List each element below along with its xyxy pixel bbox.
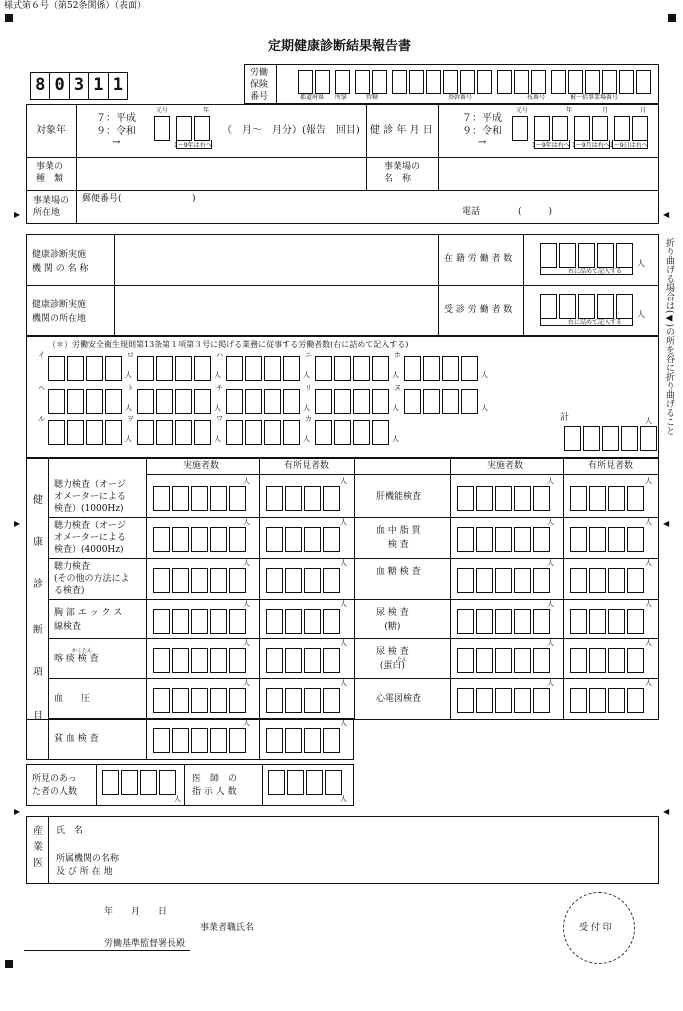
exam-unit: 人 bbox=[645, 679, 652, 687]
exam-month-note: 1～9月は右へ bbox=[572, 142, 610, 149]
form-code-digit: 1 bbox=[89, 73, 108, 99]
col-header-left-performed: 実施者数 bbox=[183, 461, 220, 471]
exam-unit: 人 bbox=[645, 477, 652, 485]
exam-item-right-label: 尿 検 査 (糖) bbox=[376, 608, 409, 632]
hazard-count-boxes[interactable] bbox=[315, 420, 389, 445]
hazard-count-boxes[interactable] bbox=[48, 356, 122, 381]
fold-marker-icon: ◀ bbox=[663, 210, 670, 219]
report-date[interactable]: 年 月 日 bbox=[104, 907, 168, 917]
exam-unit: 人 bbox=[340, 600, 347, 608]
fold-marker-icon: ▶ bbox=[14, 807, 21, 816]
doctor-instruction-label: 医 師 の 指 示 人 数 bbox=[192, 774, 238, 797]
exam-head-day: 日 bbox=[640, 107, 647, 114]
exam-unit: 人 bbox=[340, 719, 347, 727]
exam-right-findings-boxes[interactable] bbox=[570, 486, 644, 511]
exam-side-label-4: 断 bbox=[33, 625, 43, 636]
with-findings-label: 所見のあっ た者の人数 bbox=[32, 774, 78, 797]
corner-mark-bottom-left bbox=[5, 960, 13, 968]
exam-left-findings-boxes[interactable] bbox=[266, 527, 340, 552]
sub-label-office: 管轄 bbox=[366, 94, 379, 101]
exam-era-options: ７：平成 ９：令和 bbox=[462, 113, 502, 137]
hazard-count-boxes[interactable] bbox=[226, 356, 300, 381]
business-type-label: 事業の 種 類 bbox=[36, 162, 64, 184]
exam-right-performed-boxes[interactable] bbox=[457, 648, 550, 673]
hazard-letter: ニ bbox=[305, 351, 312, 359]
reception-stamp-label: 受 付 印 bbox=[579, 923, 612, 933]
sub-label-sub-office: 被一括事業場番号 bbox=[570, 94, 619, 101]
doctor-instruction-boxes[interactable] bbox=[268, 770, 342, 795]
addressee: 労働基準監督署長殿 bbox=[104, 939, 186, 949]
exam-head-era: 元号 bbox=[516, 107, 529, 114]
exam-side-label-3: 診 bbox=[33, 579, 43, 590]
corner-mark-top-left bbox=[5, 14, 13, 22]
exam-right-performed-boxes[interactable] bbox=[457, 568, 550, 593]
col-header-right-findings: 有所見者数 bbox=[588, 461, 634, 471]
fold-instruction: 折り曲げる場合は(◀)の所を谷に折り曲げること bbox=[664, 238, 674, 436]
exam-item-left-label: 胸 部 エ ッ ク ス 線検査 bbox=[54, 608, 123, 632]
enrolled-unit: 人 bbox=[637, 259, 645, 268]
hazard-count-boxes[interactable] bbox=[137, 420, 211, 445]
exam-head-year: 年 bbox=[566, 107, 573, 114]
exam-unit: 人 bbox=[243, 477, 250, 485]
exam-right-performed-boxes[interactable] bbox=[457, 688, 550, 713]
exam-unit: 人 bbox=[243, 719, 250, 727]
exam-unit: 人 bbox=[547, 679, 554, 687]
business-name-field[interactable] bbox=[442, 159, 656, 188]
exam-side-label-1: 健 bbox=[33, 495, 43, 506]
hazard-caption: （＊）労働安全衛生規則第13条第１項第３号に掲げる業務に従事する労働者数(右に詰めて記入する) bbox=[48, 340, 409, 349]
hazard-unit: 人 bbox=[214, 371, 221, 379]
hazard-letter: ル bbox=[38, 415, 45, 423]
doctor-instruction-unit: 人 bbox=[340, 795, 347, 803]
employer-name-field[interactable] bbox=[264, 918, 524, 934]
exam-year-note: 1～9年は右へ bbox=[532, 142, 570, 149]
form-code-digit: 3 bbox=[70, 73, 89, 99]
hazard-letter: イ bbox=[38, 351, 45, 359]
hazard-unit: 人 bbox=[392, 371, 399, 379]
exam-right-findings-boxes[interactable] bbox=[570, 527, 644, 552]
hazard-count-boxes[interactable] bbox=[404, 389, 478, 414]
exam-right-performed-boxes[interactable] bbox=[457, 609, 550, 634]
year-head-year: 年 bbox=[203, 107, 210, 114]
exam-unit: 人 bbox=[547, 639, 554, 647]
hazard-letter: ヌ bbox=[394, 384, 401, 392]
exam-unit: 人 bbox=[645, 600, 652, 608]
exam-head-month: 月 bbox=[602, 107, 609, 114]
hazard-unit: 人 bbox=[214, 435, 221, 443]
hazard-count-boxes[interactable] bbox=[48, 420, 122, 445]
form-code-digit: 8 bbox=[31, 73, 50, 99]
exam-item-left-label: 聴力検査（オージ オメーターによる 検査）(4000Hz) bbox=[54, 521, 126, 555]
business-address-field[interactable] bbox=[80, 206, 450, 222]
exam-unit: 人 bbox=[340, 639, 347, 647]
exam-date-boxes[interactable] bbox=[512, 116, 648, 141]
hazard-unit: 人 bbox=[392, 404, 399, 412]
examined-unit: 人 bbox=[637, 310, 645, 319]
hazard-total-unit-top: 人 bbox=[645, 417, 652, 425]
exam-unit: 人 bbox=[340, 477, 347, 485]
physician-affiliation-label: 所属機関の名称 及 び 所 在 地 bbox=[56, 854, 120, 877]
enrolled-workers-label: 在 籍 労 働 者 数 bbox=[444, 254, 513, 264]
exam-item-left-label: 聴力検査 (その他の方法によ る検査) bbox=[54, 562, 130, 596]
exam-unit: 人 bbox=[645, 518, 652, 526]
phone-label: 電話 bbox=[462, 207, 481, 217]
exam-side-label-6: 目 bbox=[33, 711, 43, 722]
exam-day-note: 1～9日は右へ bbox=[610, 142, 648, 149]
institution-name-label: 健康診断実施 機 関 の 名 称 bbox=[32, 250, 89, 274]
exam-right-findings-boxes[interactable] bbox=[570, 648, 644, 673]
exam-date-label: 健 診 年 月 日 bbox=[370, 125, 433, 136]
exam-unit: 人 bbox=[243, 639, 250, 647]
exam-item-left-label: 聴力検査（オージ オメーターによる 検査）(1000Hz) bbox=[54, 480, 126, 514]
exam-left-findings-boxes[interactable] bbox=[266, 688, 340, 713]
postal-label: 郵便番号( bbox=[82, 194, 122, 204]
phone-field[interactable]: ( ) bbox=[518, 207, 553, 217]
exam-left-findings-boxes[interactable] bbox=[266, 486, 340, 511]
exam-item-left-label: 喀 痰 検 査 bbox=[54, 654, 99, 664]
hazard-letter: ホ bbox=[394, 351, 401, 359]
hazard-letter: カ bbox=[305, 415, 312, 423]
sputum-ruby: かくたん bbox=[72, 648, 93, 654]
hazard-letter: ワ bbox=[216, 415, 223, 423]
form-code-digit: 0 bbox=[50, 73, 69, 99]
enrolled-note: 右に詰めて記入する bbox=[568, 268, 623, 275]
exam-item-left-label: 血 圧 bbox=[54, 694, 91, 704]
era-options: ７：平成 ９：令和 bbox=[96, 113, 136, 137]
sub-label-jurisdiction: 所掌 bbox=[335, 94, 348, 101]
exam-unit: 人 bbox=[340, 679, 347, 687]
exam-unit: 人 bbox=[645, 559, 652, 567]
with-findings-unit: 人 bbox=[174, 795, 181, 803]
exam-left-performed-boxes[interactable] bbox=[153, 527, 246, 552]
corner-mark-top-right bbox=[668, 14, 676, 22]
period-year-note: 1～9年は右へ bbox=[174, 142, 212, 149]
exam-unit: 人 bbox=[243, 518, 250, 526]
business-type-field[interactable] bbox=[80, 159, 364, 188]
col-header-left-findings: 有所見者数 bbox=[284, 461, 330, 471]
fold-marker-icon: ◀ bbox=[663, 519, 670, 528]
period-label: 対象年 bbox=[36, 125, 66, 136]
hazard-letter: チ bbox=[216, 384, 223, 392]
physician-side-3: 医 bbox=[33, 858, 43, 869]
exam-item-left-label: 貧 血 検 査 bbox=[54, 734, 99, 744]
labor-insurance-label: 労働 保険 番号 bbox=[250, 68, 269, 102]
hazard-letter: ヘ bbox=[38, 384, 45, 392]
exam-side-label-5: 項 bbox=[33, 667, 43, 678]
exam-left-performed-boxes[interactable] bbox=[153, 609, 246, 634]
period-year-boxes[interactable] bbox=[154, 116, 210, 141]
exam-unit: 人 bbox=[243, 559, 250, 567]
examined-workers-label: 受 診 労 働 者 数 bbox=[444, 305, 513, 315]
hazard-total-label: 計 bbox=[560, 413, 570, 423]
exam-unit: 人 bbox=[243, 600, 250, 608]
era-arrow: → bbox=[112, 137, 121, 148]
insurance-number-boxes[interactable] bbox=[298, 70, 651, 94]
exam-item-right-label: 血 糖 検 査 bbox=[376, 567, 421, 577]
sub-label-prefecture: 都道府県 bbox=[300, 94, 325, 101]
hazard-letter: リ bbox=[305, 384, 312, 392]
hazard-letter: ハ bbox=[216, 351, 223, 359]
hazard-count-boxes[interactable] bbox=[137, 356, 211, 381]
hazard-letter: ロ bbox=[127, 351, 134, 359]
exam-item-right-label: 尿 検 査 (蛋白) bbox=[376, 647, 409, 671]
exam-left-findings-boxes[interactable] bbox=[266, 568, 340, 593]
physician-name-label: 氏 名 bbox=[56, 826, 84, 836]
exam-unit: 人 bbox=[645, 639, 652, 647]
exam-left-performed-boxes[interactable] bbox=[153, 486, 246, 511]
enrolled-workers-boxes[interactable] bbox=[540, 243, 633, 268]
exam-item-right-label: 心電図検査 bbox=[376, 694, 422, 704]
exam-unit: 人 bbox=[547, 477, 554, 485]
business-address-label: 事業場の 所在地 bbox=[33, 196, 70, 218]
exam-item-right-label: 肝機能検査 bbox=[376, 492, 422, 502]
exam-unit: 人 bbox=[547, 518, 554, 526]
hazard-count-boxes[interactable] bbox=[315, 389, 389, 414]
exam-left-performed-boxes[interactable] bbox=[153, 568, 246, 593]
exam-unit: 人 bbox=[547, 600, 554, 608]
year-head-era: 元号 bbox=[156, 107, 169, 114]
examined-workers-boxes[interactable] bbox=[540, 294, 633, 319]
physician-affiliation-field[interactable] bbox=[150, 848, 650, 880]
exam-unit: 人 bbox=[243, 679, 250, 687]
physician-name-field[interactable] bbox=[110, 820, 650, 842]
exam-right-performed-boxes[interactable] bbox=[457, 486, 550, 511]
institution-address-label: 健康診断実施 機関の所在地 bbox=[32, 300, 87, 324]
exam-side-label-2: 康 bbox=[33, 537, 43, 548]
form-code-digit: 1 bbox=[112, 75, 123, 95]
exam-item-right-label: 血 中 脂 質 検 査 bbox=[376, 526, 421, 550]
fold-marker-icon: ◀ bbox=[663, 807, 670, 816]
hazard-unit: 人 bbox=[303, 404, 310, 412]
exam-right-findings-boxes[interactable] bbox=[570, 568, 644, 593]
exam-unit: 人 bbox=[547, 559, 554, 567]
exam-unit: 人 bbox=[340, 559, 347, 567]
with-findings-boxes[interactable] bbox=[102, 770, 176, 795]
sub-label-branch: 枝番号 bbox=[527, 94, 546, 101]
fold-marker-icon: ▶ bbox=[14, 210, 21, 219]
hazard-unit: 人 bbox=[303, 371, 310, 379]
hazard-unit: 人 bbox=[481, 371, 488, 379]
exam-right-performed-boxes[interactable] bbox=[457, 527, 550, 552]
postal-close: ) bbox=[192, 194, 196, 204]
exam-left-performed-boxes[interactable] bbox=[153, 688, 246, 713]
hazard-unit: 人 bbox=[125, 435, 132, 443]
hazard-unit: 人 bbox=[303, 435, 310, 443]
sub-label-base-number: 基幹番号 bbox=[448, 94, 473, 101]
hazard-unit: 人 bbox=[481, 404, 488, 412]
exam-left-performed-boxes[interactable] bbox=[153, 728, 246, 753]
form-id: 様式第６号（第52条関係）（表面） bbox=[4, 1, 146, 11]
hazard-count-boxes[interactable] bbox=[315, 356, 389, 381]
hazard-count-boxes[interactable] bbox=[226, 420, 300, 445]
exam-left-findings-boxes[interactable] bbox=[266, 728, 340, 753]
employer-label: 事業者職氏名 bbox=[200, 923, 255, 933]
col-header-right-performed: 実施者数 bbox=[487, 461, 524, 471]
institution-address-field[interactable] bbox=[118, 289, 434, 333]
physician-side-2: 業 bbox=[33, 842, 43, 853]
examined-note: 右に詰めて記入する bbox=[568, 319, 623, 326]
institution-name-field[interactable] bbox=[118, 238, 434, 282]
hazard-total-boxes[interactable] bbox=[564, 426, 657, 451]
hazard-count-boxes[interactable] bbox=[48, 389, 122, 414]
hazard-unit: 人 bbox=[392, 435, 399, 443]
physician-side-1: 産 bbox=[33, 826, 43, 837]
exam-era-arrow: → bbox=[478, 137, 487, 148]
hazard-letter: ヲ bbox=[127, 415, 134, 423]
exam-right-findings-boxes[interactable] bbox=[570, 688, 644, 713]
hazard-count-boxes[interactable] bbox=[137, 389, 211, 414]
hazard-unit: 人 bbox=[125, 371, 132, 379]
exam-left-findings-boxes[interactable] bbox=[266, 609, 340, 634]
exam-left-performed-boxes[interactable] bbox=[153, 648, 246, 673]
exam-right-findings-boxes[interactable] bbox=[570, 609, 644, 634]
period-range: （ 月～ 月分）(報告 回目) bbox=[222, 125, 360, 136]
exam-unit: 人 bbox=[340, 518, 347, 526]
hazard-unit: 人 bbox=[125, 404, 132, 412]
fold-marker-icon: ▶ bbox=[14, 519, 21, 528]
form-code bbox=[30, 72, 128, 100]
business-name-label: 事業場の 名 称 bbox=[384, 162, 421, 184]
hazard-letter: ト bbox=[127, 384, 134, 392]
hazard-count-boxes[interactable] bbox=[404, 356, 478, 381]
hazard-unit: 人 bbox=[214, 404, 221, 412]
page-title: 定期健康診断結果報告書 bbox=[268, 39, 412, 54]
protein-ruby: たん bbox=[397, 657, 408, 663]
hazard-count-boxes[interactable] bbox=[226, 389, 300, 414]
exam-left-findings-boxes[interactable] bbox=[266, 648, 340, 673]
